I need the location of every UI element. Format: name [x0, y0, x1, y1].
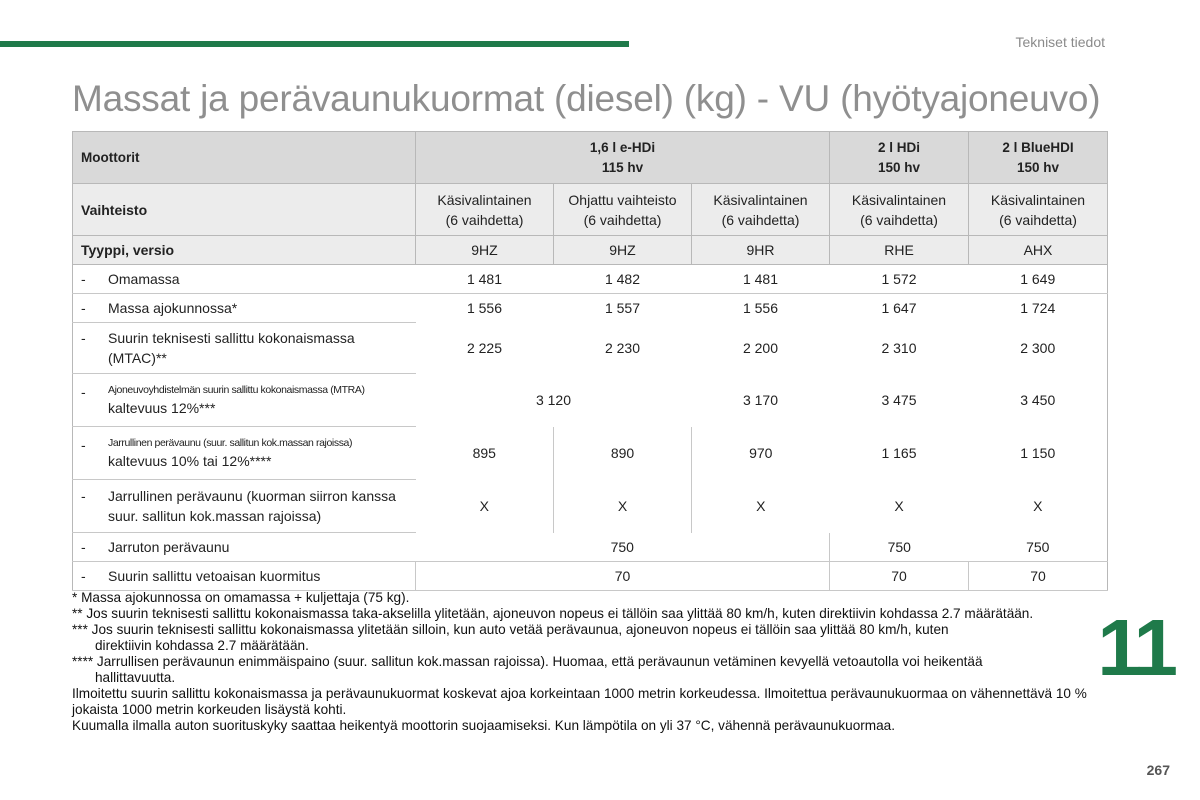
value-cell: 1 481: [692, 265, 830, 294]
value-cell: 1 724: [969, 294, 1108, 323]
value-cell: 2 200: [742, 340, 779, 356]
temperature-note: Kuumalla ilmalla auton suorituskyky saattaa heikentyä moottorin suojaamiseksi. Kun lämpötila on yli 37 °C, vähennä perävaunukuormaa.: [72, 718, 896, 733]
value-cell: 3 170: [742, 392, 779, 408]
row-label: kaltevuus 10% tai 12%****: [108, 453, 272, 469]
table-row: - Ajoneuvoyhdistelmän suurin sallittu kokonaismassa (MTRA) kaltevuus 12%*** 3 120 3 170 3 475 3 450: [73, 374, 1108, 427]
value-cell: 3 120: [535, 392, 572, 408]
table-row: - Jarrullinen perävaunu (suur. sallitun kok.massan rajoissa) kaltevuus 10% tai 12%**** 895 890 970 1 165 1 150: [73, 427, 1108, 480]
table-row: - Massa ajokunnossa* 1 556 1 557 1 556 1 647 1 724: [73, 294, 1108, 323]
table-row: - Suurin teknisesti sallittu kokonaismassa (MTAC)** 2 225 2 230 2 200 2 310 2 300: [73, 323, 1108, 374]
value-cell: 1 165: [881, 445, 917, 461]
header-type: Tyyppi, versio: [73, 236, 416, 265]
value-cell: 1 557: [604, 300, 641, 317]
value-cell: 1 481: [416, 265, 554, 294]
value-cell: 890: [554, 427, 692, 480]
value-cell: 750: [416, 533, 830, 562]
value-cell: X: [554, 480, 692, 533]
table-row: - Jarruton perävaunu 750 750 750: [73, 533, 1108, 562]
gearbox-cell: Käsivalintainen (6 vaihdetta): [830, 184, 969, 236]
footnote: * Massa ajokunnossa on omamassa + kuljettaja (75 kg).: [72, 590, 410, 605]
row-label: Omamassa: [108, 271, 180, 287]
value-cell: 895: [472, 445, 496, 461]
page-title: Massat ja perävaunukuormat (diesel) (kg) - VU (hyötyajoneuvo): [72, 78, 1101, 119]
value-cell: 70: [830, 562, 969, 591]
value-cell: 1 572: [830, 265, 969, 294]
mass-table: [72, 131, 1108, 591]
footnote: *** Jos suurin teknisesti sallittu kokonaismassa ylitetään silloin, kun auto vetää perävaunua, ajoneuvon nopeus ei tällöin saa ylittää 80 km/h, kuten direktiivin kohdassa 2.7 määrätään.: [72, 622, 949, 653]
value-cell: 2 300: [969, 323, 1108, 374]
row-label-small: Ajoneuvoyhdistelmän suurin sallittu kokonaismassa (MTRA): [108, 384, 365, 396]
header-gearbox: Vaihteisto: [73, 184, 416, 236]
value-cell: X: [692, 480, 830, 533]
altitude-note: Ilmoitettu suurin sallittu kokonaismassa ja perävaunukuormat koskevat ajoa korkeintaan 1000 metrin korkeudessa. Ilmoitettua perävaunukuormaa on vähennettävä 10 % jokaista 1000 metrin korkeuden lisäystä kohti.: [72, 686, 1087, 717]
value-cell: 2 225: [466, 340, 503, 356]
gearbox-cell: Käsivalintainen (6 vaihdetta): [969, 184, 1108, 236]
type-cell: 9HR: [692, 236, 830, 265]
gearbox-cell: Käsivalintainen (6 vaihdetta): [692, 184, 830, 236]
row-label: Jarruton perävaunu: [108, 539, 230, 555]
value-cell: 1 647: [881, 300, 917, 317]
row-label: Jarrullinen perävaunu (kuorman siirron kanssa suur. sallitun kok.massan rajoissa): [108, 488, 396, 524]
engine-2-header: 2 l HDi 150 hv: [830, 132, 969, 184]
row-label: Suurin sallittu vetoaisan kuormitus: [108, 568, 321, 584]
type-cell: 9HZ: [554, 236, 692, 265]
engine-3-header: 2 l BlueHDI 150 hv: [969, 132, 1108, 184]
table-row: - Jarrullinen perävaunu (kuorman siirron kanssa suur. sallitun kok.massan rajoissa) X X X X X: [73, 480, 1108, 533]
value-cell: 2 310: [881, 340, 917, 356]
value-cell: X: [479, 498, 489, 514]
value-cell: 3 475: [881, 392, 917, 408]
row-label: Suurin teknisesti sallittu kokonaismassa (MTAC)**: [108, 330, 355, 366]
value-cell: 2 230: [604, 340, 641, 356]
footnotes: [72, 590, 1112, 734]
type-cell: 9HZ: [416, 236, 554, 265]
value-cell: 1 150: [969, 427, 1108, 480]
value-cell: 750: [830, 533, 969, 562]
value-cell: 1 556: [742, 300, 779, 317]
value-cell: X: [969, 480, 1108, 533]
footnote: **** Jarrullisen perävaunun enimmäispaino (suur. sallitun kok.massan rajoissa). Huomaa, että perävaunun vetäminen kevyellä vetoautolla voi heikentää hallittavuutta.: [72, 654, 983, 685]
value-cell: X: [894, 498, 904, 514]
value-cell: 3 450: [969, 374, 1108, 427]
header-engines: Moottorit: [73, 132, 416, 184]
value-cell: 70: [416, 562, 830, 591]
row-label: Massa ajokunnossa*: [108, 300, 238, 316]
value-cell: 1 482: [554, 265, 692, 294]
type-cell: AHX: [969, 236, 1108, 265]
value-cell: 750: [969, 533, 1108, 562]
chapter-accent-bar: [0, 41, 629, 47]
table-row: - Omamassa 1 481 1 482 1 481 1 572 1 649: [73, 265, 1108, 294]
value-cell: 1 649: [969, 265, 1108, 294]
chapter-number: 11: [1097, 603, 1174, 692]
row-label-small: Jarrullinen perävaunu (suur. sallitun kok.massan rajoissa): [108, 437, 353, 449]
type-cell: RHE: [830, 236, 969, 265]
row-label: kaltevuus 12%***: [108, 400, 216, 416]
engine-1-header: 1,6 l e-HDi 115 hv: [416, 132, 830, 184]
value-cell: 70: [969, 562, 1108, 591]
gearbox-cell: Käsivalintainen (6 vaihdetta): [416, 184, 554, 236]
value-cell: 1 556: [466, 300, 503, 317]
footnote: ** Jos suurin teknisesti sallittu kokonaismassa taka-akselilla ylitetään, ajoneuvon nopeus ei tällöin saa ylittää 80 km/h, kuten direktiivin kohdassa 2.7 määrätään.: [72, 606, 1034, 621]
table-row: - Suurin sallittu vetoaisan kuormitus 70 70 70: [73, 562, 1108, 591]
value-cell: 970: [692, 427, 830, 480]
section-title: Tekniset tiedot: [1015, 34, 1105, 50]
gearbox-cell: Ohjattu vaihteisto (6 vaihdetta): [554, 184, 692, 236]
page-number: 267: [1146, 762, 1170, 778]
